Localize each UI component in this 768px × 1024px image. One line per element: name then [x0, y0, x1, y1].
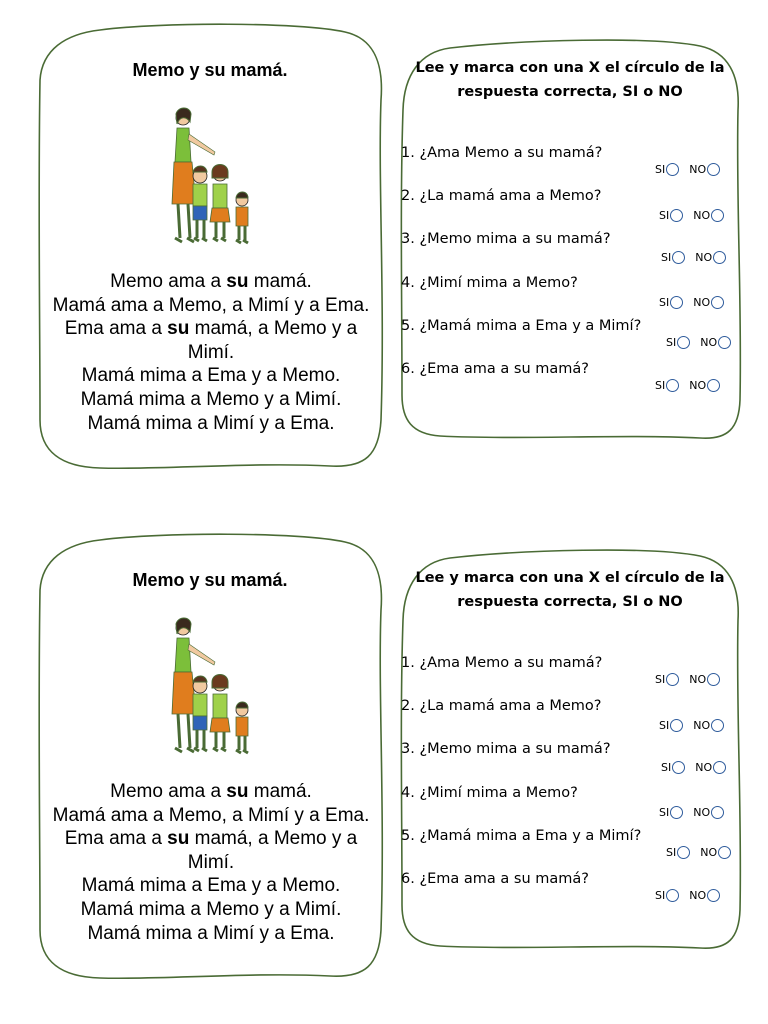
- story-text-segment: Mimí.: [187, 851, 235, 873]
- story-line: [40, 270, 382, 294]
- story-text-segment: Ema ama a: [64, 318, 168, 340]
- no-circle-icon[interactable]: [711, 209, 724, 222]
- no-label: NO: [700, 846, 718, 859]
- quiz-question: 1. ¿Ama Memo a su mamá?: [401, 145, 603, 161]
- story-text-segment: Mamá mima a Mimí y a Ema.: [87, 412, 335, 434]
- yes-circle-icon[interactable]: [666, 889, 679, 902]
- no-label: NO: [693, 209, 711, 222]
- answer-options: [661, 251, 726, 264]
- answer-options: [659, 719, 724, 732]
- no-circle-icon[interactable]: [713, 761, 726, 774]
- quiz-instructions-line-1: Lee y marca con una X el círculo de la: [415, 570, 725, 586]
- yes-label: SI: [659, 209, 670, 222]
- story-text: [40, 780, 382, 945]
- no-circle-icon[interactable]: [711, 806, 724, 819]
- story-bold-word: su: [167, 318, 190, 340]
- quiz-question: 4. ¿Mimí mima a Memo?: [401, 785, 578, 801]
- yes-label: SI: [666, 336, 677, 349]
- quiz-question: 2. ¿La mamá ama a Memo?: [401, 698, 602, 714]
- answer-options: [666, 846, 731, 859]
- story-line: [40, 827, 382, 851]
- answer-options: [659, 806, 724, 819]
- story-line: [40, 874, 382, 898]
- no-circle-icon[interactable]: [718, 846, 731, 859]
- no-label: NO: [695, 251, 713, 264]
- story-line: [40, 294, 382, 318]
- story-line: [40, 780, 382, 804]
- no-circle-icon[interactable]: [707, 379, 720, 392]
- yes-label: SI: [655, 163, 666, 176]
- yes-circle-icon[interactable]: [670, 296, 683, 309]
- story-title: Memo y su mamá.: [132, 570, 288, 590]
- yes-circle-icon[interactable]: [672, 761, 685, 774]
- story-line: [40, 412, 382, 436]
- yes-label: SI: [666, 846, 677, 859]
- no-label: NO: [689, 673, 707, 686]
- yes-label: SI: [661, 761, 672, 774]
- yes-label: SI: [659, 296, 670, 309]
- yes-label: SI: [659, 806, 670, 819]
- story-line: [40, 898, 382, 922]
- no-circle-icon[interactable]: [711, 296, 724, 309]
- story-text-segment: Memo ama a: [110, 781, 227, 802]
- quiz-question: 3. ¿Memo mima a su mamá?: [401, 741, 611, 757]
- quiz-question: 2. ¿La mamá ama a Memo?: [401, 188, 602, 204]
- story-line: [40, 388, 382, 412]
- quiz-instructions: [410, 566, 730, 614]
- story-text-segment: Mamá mima a Ema y a Memo.: [81, 365, 341, 387]
- no-circle-icon[interactable]: [707, 889, 720, 902]
- worksheet-bottom: [0, 510, 768, 1022]
- no-circle-icon[interactable]: [713, 251, 726, 264]
- answer-options: [655, 889, 720, 902]
- family-illustration-icon: [160, 614, 260, 760]
- story-bold-word: su: [226, 781, 249, 802]
- yes-circle-icon[interactable]: [672, 251, 685, 264]
- yes-label: SI: [655, 673, 666, 686]
- quiz-question: 6. ¿Ema ama a su mamá?: [401, 871, 589, 887]
- no-circle-icon[interactable]: [711, 719, 724, 732]
- story-text: [40, 270, 382, 435]
- story-text-segment: Mamá mima a Mimí y a Ema.: [87, 922, 335, 944]
- no-circle-icon[interactable]: [707, 673, 720, 686]
- yes-circle-icon[interactable]: [670, 806, 683, 819]
- story-line: [40, 922, 382, 946]
- story-text-segment: mamá, a Memo y a: [189, 318, 358, 340]
- yes-label: SI: [655, 889, 666, 902]
- story-text-segment: mamá.: [248, 271, 312, 292]
- quiz-question: 3. ¿Memo mima a su mamá?: [401, 231, 611, 247]
- answer-options: [659, 296, 724, 309]
- story-bold-word: su: [226, 271, 249, 292]
- no-label: NO: [695, 761, 713, 774]
- no-label: NO: [693, 806, 711, 819]
- story-line: [40, 317, 382, 341]
- no-label: NO: [689, 163, 707, 176]
- story-text-segment: Mamá mima a Ema y a Memo.: [81, 875, 341, 897]
- story-line: [40, 851, 382, 875]
- story-text-segment: Mimí.: [187, 341, 235, 363]
- quiz-question: 6. ¿Ema ama a su mamá?: [401, 361, 589, 377]
- yes-circle-icon[interactable]: [666, 163, 679, 176]
- no-circle-icon[interactable]: [707, 163, 720, 176]
- family-illustration-icon: [160, 104, 260, 250]
- answer-options: [655, 673, 720, 686]
- story-bold-word: su: [167, 828, 190, 850]
- quiz-instructions-line-2: respuesta correcta, SI o NO: [457, 594, 683, 610]
- yes-circle-icon[interactable]: [670, 719, 683, 732]
- answer-options: [666, 336, 731, 349]
- quiz-instructions-line-1: Lee y marca con una X el círculo de la: [415, 60, 725, 76]
- answer-options: [659, 209, 724, 222]
- no-label: NO: [689, 889, 707, 902]
- quiz-question: 5. ¿Mamá mima a Ema y a Mimí?: [401, 318, 642, 334]
- no-label: NO: [693, 296, 711, 309]
- quiz-question: 1. ¿Ama Memo a su mamá?: [401, 655, 603, 671]
- story-line: [40, 804, 382, 828]
- yes-circle-icon[interactable]: [670, 209, 683, 222]
- yes-circle-icon[interactable]: [666, 673, 679, 686]
- story-line: [40, 364, 382, 388]
- story-text-segment: Mamá mima a Memo y a Mimí.: [80, 898, 342, 920]
- answer-options: [661, 761, 726, 774]
- quiz-question: 4. ¿Mimí mima a Memo?: [401, 275, 578, 291]
- no-label: NO: [689, 379, 707, 392]
- story-text-segment: Mamá mima a Memo y a Mimí.: [80, 388, 342, 410]
- story-text-segment: mamá.: [248, 781, 312, 802]
- story-line: [40, 341, 382, 365]
- yes-circle-icon[interactable]: [677, 336, 690, 349]
- yes-circle-icon[interactable]: [666, 379, 679, 392]
- quiz-instructions: [410, 56, 730, 104]
- yes-label: SI: [661, 251, 672, 264]
- yes-label: SI: [655, 379, 666, 392]
- story-text-segment: Ema ama a: [64, 828, 168, 850]
- story-title: Memo y su mamá.: [132, 60, 288, 80]
- no-label: NO: [700, 336, 718, 349]
- story-text-segment: Mamá ama a Memo, a Mimí y a Ema.: [52, 294, 370, 316]
- story-text-segment: Mamá ama a Memo, a Mimí y a Ema.: [52, 804, 370, 826]
- answer-options: [655, 379, 720, 392]
- story-text-segment: Memo ama a: [110, 271, 227, 292]
- no-label: NO: [693, 719, 711, 732]
- answer-options: [655, 163, 720, 176]
- yes-circle-icon[interactable]: [677, 846, 690, 859]
- quiz-instructions-line-2: respuesta correcta, SI o NO: [457, 84, 683, 100]
- quiz-question: 5. ¿Mamá mima a Ema y a Mimí?: [401, 828, 642, 844]
- story-text-segment: mamá, a Memo y a: [189, 828, 358, 850]
- no-circle-icon[interactable]: [718, 336, 731, 349]
- yes-label: SI: [659, 719, 670, 732]
